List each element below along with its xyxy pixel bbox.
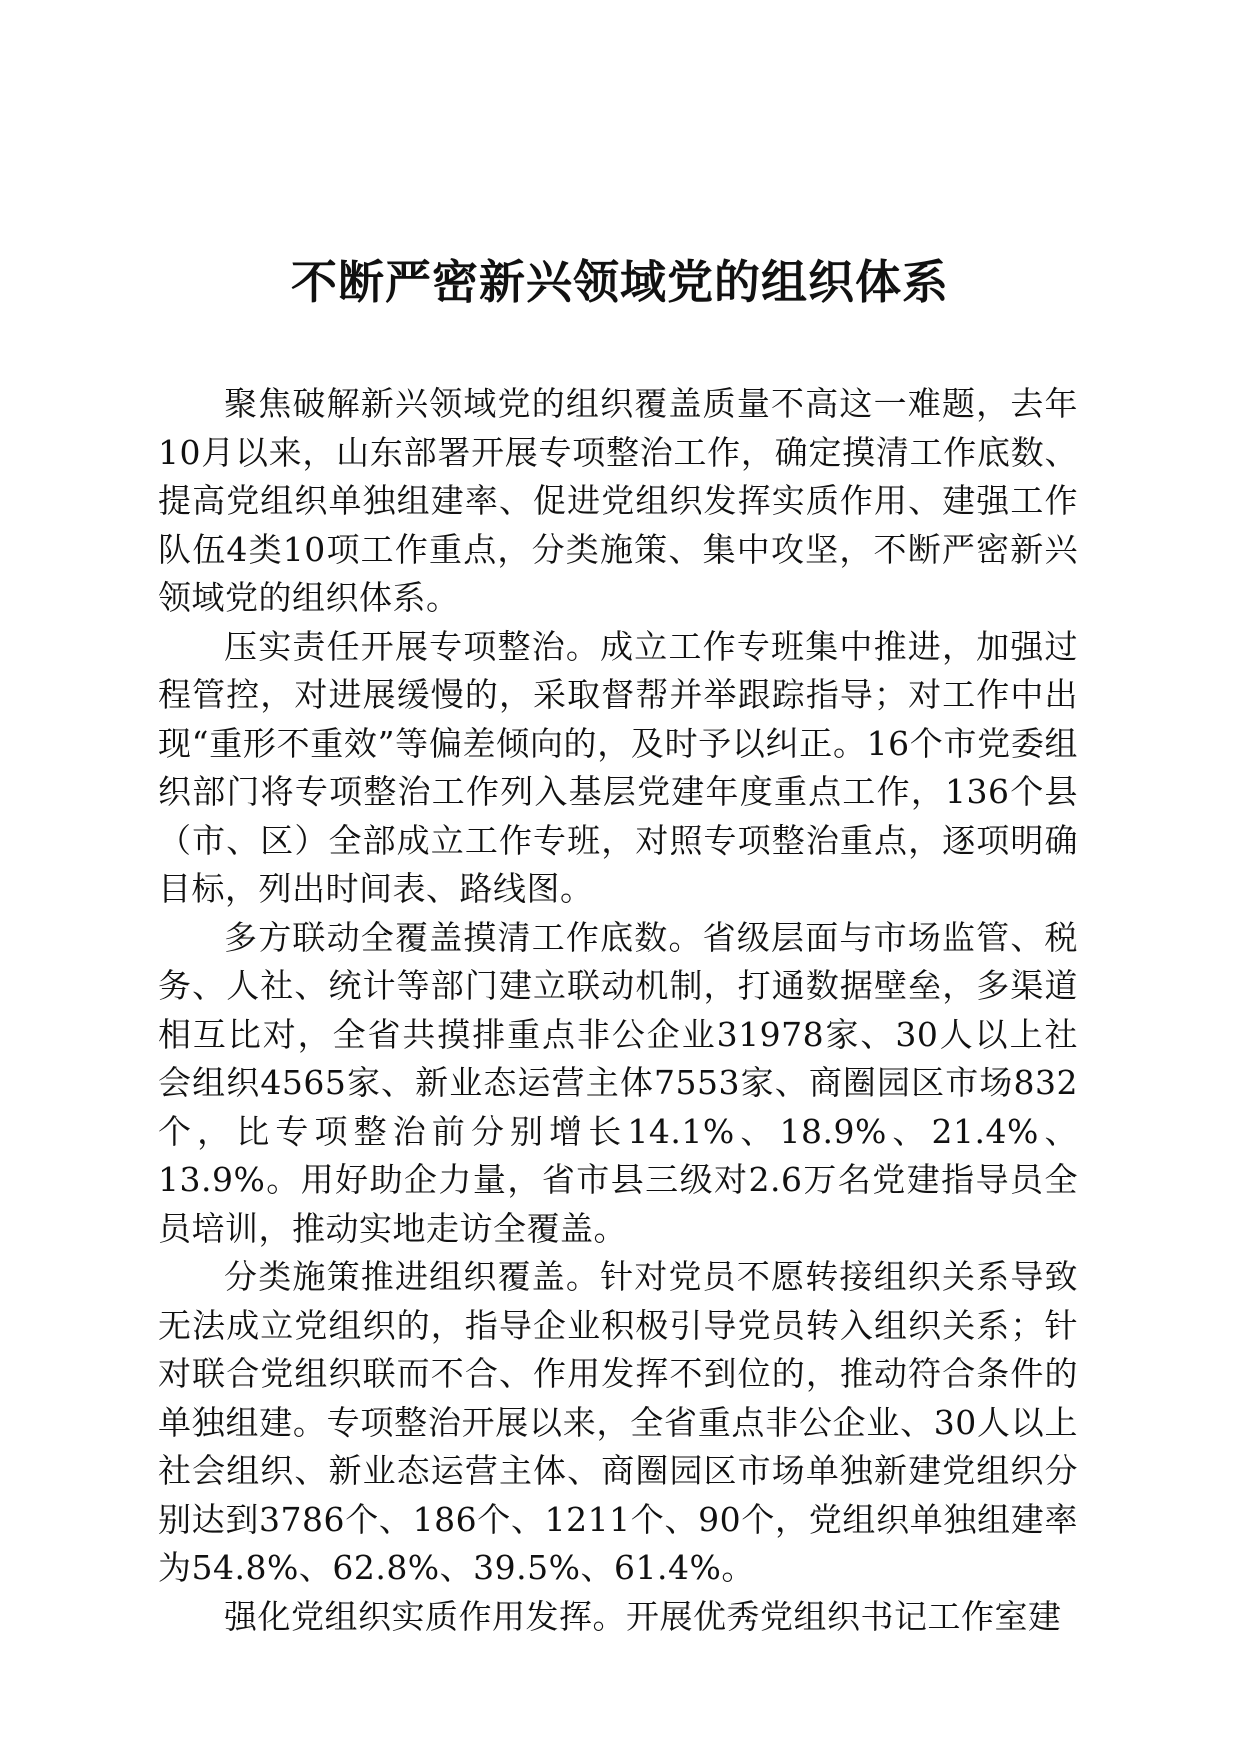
paragraph: 聚焦破解新兴领域党的组织覆盖质量不高这一难题，去年10月以来，山东部署开展专项整治工作，确定摸清工作底数、提高党组织单独组建率、促进党组织发挥实质作用、建强工作队伍4类10项工作重点，分类施策、集中攻坚，不断严密新兴领域党的组织体系。 xyxy=(158,384,1078,617)
document-title: 不断严密新兴领域党的组织体系 xyxy=(291,255,949,309)
paragraph: 多方联动全覆盖摸清工作底数。省级层面与市场监管、税务、人社、统计等部门建立联动机制，打通数据壁垒，多渠道相互比对，全省共摸排重点非公企业31978家、30人以上社会组织4565家、新业态运营主体7553家、商圈园区市场832个，比专项整治前分别增长14.1%、18.9%、21.4%、13.9%。用好助企力量，省市县三级对2.6万名党建指导员全员培训，推动实地走访全覆盖。 xyxy=(158,917,1078,1248)
paragraph: 强化党组织实质作用发挥。开展优秀党组织书记工作室建 xyxy=(224,1596,1062,1636)
document-body xyxy=(158,380,1078,1641)
paragraph: 压实责任开展专项整治。成立工作专班集中推进，加强过程管控，对进展缓慢的，采取督帮并举跟踪指导；对工作中出现“重形不重效”等偏差倾向的，及时予以纠正。16个市党委组织部门将专项整治工作列入基层党建年度重点工作，136个县（市、区）全部成立工作专班，对照专项整治重点，逐项明确目标，列出时间表、路线图。 xyxy=(158,626,1078,908)
paragraph: 分类施策推进组织覆盖。针对党员不愿转接组织关系导致无法成立党组织的，指导企业积极引导党员转入组织关系；针对联合党组织联而不合、作用发挥不到位的，推动符合条件的单独组建。专项整治开展以来，全省重点非公企业、30人以上社会组织、新业态运营主体、商圈园区市场单独新建党组织分别达到3786个、186个、1211个、90个，党组织单独组建率为54.8%、62.8%、39.5%、61.4%。 xyxy=(158,1257,1078,1587)
